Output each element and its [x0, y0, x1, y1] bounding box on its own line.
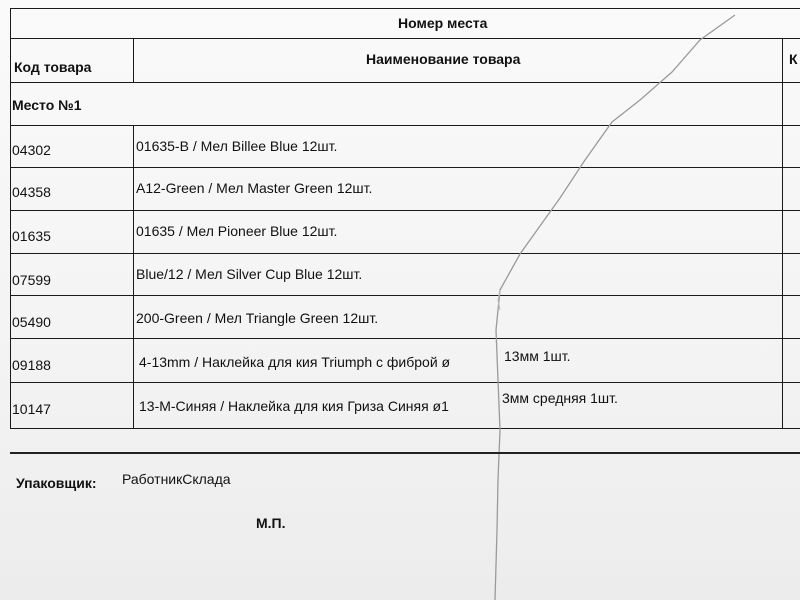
name-column-header: Наименование товара	[366, 51, 521, 67]
code-column-header: Код товара	[14, 59, 92, 75]
header-divider	[10, 38, 800, 39]
row-code: 07599	[12, 272, 51, 288]
col-divider-right	[782, 38, 783, 429]
packer-value: РаботникСклада	[122, 471, 231, 487]
row-divider	[10, 338, 800, 339]
row-code: 04302	[12, 142, 51, 158]
section-label: Место №1	[12, 97, 82, 113]
section-divider	[10, 125, 800, 126]
goods-table	[10, 8, 800, 429]
row-name: 200-Green / Мел Triangle Green 12шт.	[136, 310, 379, 326]
row-divider	[10, 210, 800, 211]
table-left-border	[10, 8, 11, 429]
col-divider-header	[133, 38, 134, 82]
stamp-placeholder: М.П.	[256, 515, 286, 531]
row-name: Blue/12 / Мел Silver Cup Blue 12шт.	[136, 266, 363, 282]
place-number-header: Номер места	[398, 15, 488, 31]
row-name: 01635 / Мел Pioneer Blue 12шт.	[136, 223, 338, 239]
table-bottom-border	[10, 428, 800, 429]
packer-label: Упаковщик:	[16, 475, 97, 491]
row-code: 05490	[12, 314, 51, 330]
right-column-header-partial: К	[789, 51, 798, 67]
row-name: 01635-B / Мел Billee Blue 12шт.	[136, 138, 338, 154]
footer-divider	[10, 452, 800, 454]
row-name-tail: 3мм средняя 1шт.	[502, 390, 618, 406]
row-name: 4-13mm / Наклейка для кия Triumph с фиброй ø	[139, 354, 451, 370]
row-name: 13-M-Синяя / Наклейка для кия Гриза Синяя ø1	[139, 398, 449, 414]
row-code: 09188	[12, 357, 51, 373]
row-divider	[10, 253, 800, 254]
row-code: 04358	[12, 184, 51, 200]
row-name-tail: 13мм 1шт.	[504, 348, 571, 364]
row-divider	[10, 167, 800, 168]
row-divider	[10, 382, 800, 383]
row-name: A12-Green / Мел Master Green 12шт.	[136, 180, 373, 196]
row-code: 01635	[12, 228, 51, 244]
row-divider	[10, 295, 800, 296]
row-code: 10147	[12, 401, 51, 417]
table-top-border	[10, 8, 800, 9]
column-header-divider	[10, 82, 800, 83]
col-divider-code	[133, 125, 134, 429]
